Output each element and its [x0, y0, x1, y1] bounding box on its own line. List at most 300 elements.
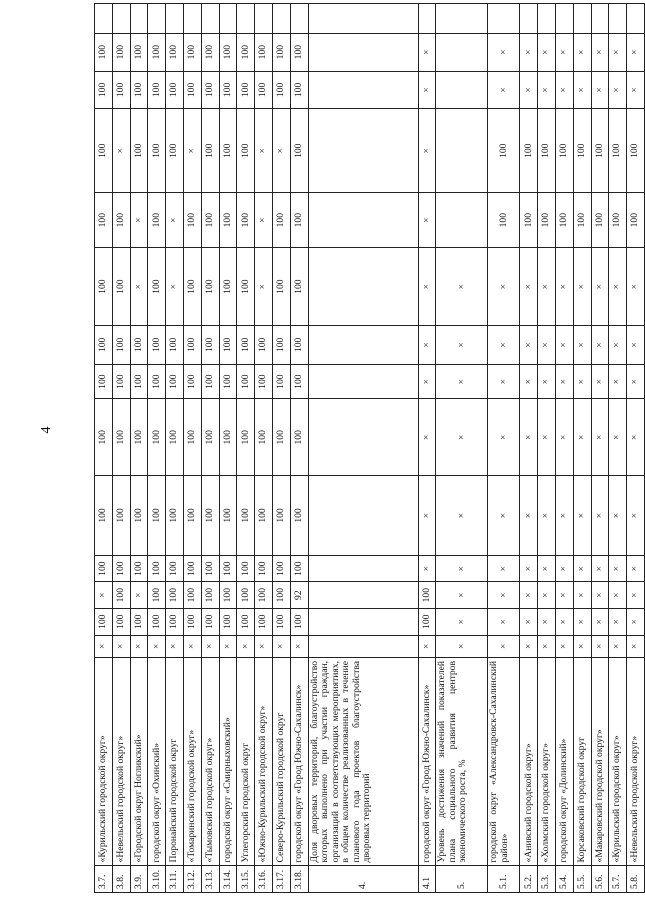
row-number-cell: 3.13.: [201, 866, 219, 893]
row-number-cell: 5.6.: [591, 866, 609, 893]
value-cell: ×: [609, 399, 627, 476]
value-cell: ×: [436, 325, 488, 364]
value-cell: ×: [148, 635, 166, 657]
value-cell: ×: [255, 193, 273, 248]
row-number-cell: 3.12.: [183, 866, 201, 893]
value-cell: 100: [219, 325, 237, 364]
value-cell: ×: [112, 635, 130, 657]
value-cell: ×: [488, 635, 520, 657]
row-name-cell: Северо-Курильский городской округ: [272, 657, 290, 865]
value-cell: ×: [538, 635, 556, 657]
value-cell: 100: [609, 109, 627, 193]
value-cell: 100: [166, 109, 184, 193]
value-cell: 100: [201, 193, 219, 248]
empty-cell: [436, 4, 488, 34]
empty-cell: [609, 4, 627, 34]
row-number-cell: 3.7.: [95, 866, 113, 893]
value-cell: ×: [591, 476, 609, 556]
value-cell: 92: [290, 582, 308, 609]
value-cell: ×: [255, 248, 273, 326]
empty-cell: [520, 4, 538, 34]
value-cell: ×: [520, 635, 538, 657]
value-cell: 100: [290, 608, 308, 635]
empty-cell: [538, 4, 556, 34]
value-cell: 100: [148, 555, 166, 582]
value-cell: 100: [112, 325, 130, 364]
value-cell: ×: [555, 399, 573, 476]
value-cell: 100: [112, 555, 130, 582]
table-row: [308, 4, 418, 893]
value-cell: 100: [183, 364, 201, 399]
value-cell: 100: [112, 364, 130, 399]
value-cell: ×: [418, 33, 436, 71]
value-cell: ×: [573, 399, 591, 476]
empty-cell: [573, 4, 591, 34]
empty-cell: [166, 4, 184, 34]
empty-cell: [290, 4, 308, 34]
value-cell: 100: [148, 109, 166, 193]
value-cell: 100: [166, 33, 184, 71]
value-cell: 100: [573, 109, 591, 193]
value-cell: ×: [255, 635, 273, 657]
value-cell: ×: [555, 364, 573, 399]
value-cell: [308, 582, 418, 609]
value-cell: 100: [95, 109, 113, 193]
value-cell: 100: [201, 608, 219, 635]
row-name-cell: «Макаровский городской округ»: [591, 657, 609, 865]
value-cell: ×: [538, 399, 556, 476]
value-cell: 100: [201, 325, 219, 364]
value-cell: [308, 248, 418, 326]
value-cell: ×: [436, 399, 488, 476]
value-cell: ×: [488, 582, 520, 609]
value-cell: ×: [436, 364, 488, 399]
value-cell: 100: [183, 325, 201, 364]
value-cell: 100: [166, 325, 184, 364]
value-cell: ×: [609, 71, 627, 109]
row-number-cell: 4.: [308, 866, 418, 893]
value-cell: ×: [418, 71, 436, 109]
value-cell: 100: [95, 325, 113, 364]
row-number-cell: 3.11.: [166, 866, 184, 893]
value-cell: 100: [237, 582, 255, 609]
value-cell: [308, 608, 418, 635]
value-cell: ×: [573, 476, 591, 556]
row-number-cell: 5.5.: [573, 866, 591, 893]
value-cell: ×: [591, 33, 609, 71]
value-cell: ×: [555, 555, 573, 582]
row-name-cell: Корсаковский городской округ: [573, 657, 591, 865]
value-cell: 100: [112, 476, 130, 556]
value-cell: ×: [609, 555, 627, 582]
value-cell: ×: [488, 364, 520, 399]
value-cell: ×: [488, 608, 520, 635]
table-row: [272, 4, 290, 893]
value-cell: 100: [130, 71, 148, 109]
value-cell: 100: [272, 582, 290, 609]
value-cell: 100: [95, 399, 113, 476]
value-cell: 100: [255, 555, 273, 582]
value-cell: ×: [591, 71, 609, 109]
value-cell: ×: [555, 248, 573, 326]
value-cell: ×: [130, 635, 148, 657]
value-cell: ×: [237, 635, 255, 657]
value-cell: 100: [112, 608, 130, 635]
value-cell: 100: [237, 193, 255, 248]
value-cell: 100: [95, 248, 113, 326]
value-cell: 100: [95, 608, 113, 635]
row-number-cell: 3.9.: [130, 866, 148, 893]
value-cell: ×: [555, 608, 573, 635]
value-cell: ×: [609, 635, 627, 657]
value-cell: 100: [95, 193, 113, 248]
value-cell: 100: [166, 399, 184, 476]
value-cell: [308, 399, 418, 476]
value-cell: [436, 193, 488, 248]
row-name-cell: «Южно-Курильский городской округ»: [255, 657, 273, 865]
value-cell: ×: [520, 476, 538, 556]
row-name-cell: Углегорский городской округ: [237, 657, 255, 865]
value-cell: 100: [418, 582, 436, 609]
value-cell: [436, 71, 488, 109]
value-cell: ×: [166, 248, 184, 326]
value-cell: 100: [290, 399, 308, 476]
value-cell: 100: [255, 608, 273, 635]
value-cell: [308, 364, 418, 399]
value-cell: ×: [418, 364, 436, 399]
value-cell: 100: [183, 399, 201, 476]
value-cell: 100: [237, 399, 255, 476]
empty-cell: [591, 4, 609, 34]
empty-cell: [95, 4, 113, 34]
row-name-cell: городской округ «Город Южно-Сахалинск»: [290, 657, 308, 865]
value-cell: 100: [555, 109, 573, 193]
row-name-cell: Доля дворовых территорий, благоустройство которых выполнено при участии граждан, организаций в соответствующих мероприятиях, в общем количестве реализованных в течение планового года проектов благоустройства дворовых территорий: [308, 657, 418, 865]
value-cell: 100: [95, 476, 113, 556]
value-cell: ×: [627, 71, 645, 109]
value-cell: ×: [627, 399, 645, 476]
value-cell: ×: [520, 33, 538, 71]
value-cell: ×: [609, 248, 627, 326]
value-cell: 100: [112, 582, 130, 609]
value-cell: 100: [130, 555, 148, 582]
value-cell: ×: [183, 109, 201, 193]
value-cell: ×: [573, 71, 591, 109]
table-row: [488, 4, 520, 893]
value-cell: ×: [538, 33, 556, 71]
table-row: [627, 4, 645, 893]
value-cell: 100: [219, 555, 237, 582]
value-cell: ×: [555, 33, 573, 71]
table-row: [573, 4, 591, 893]
value-cell: ×: [418, 399, 436, 476]
value-cell: ×: [520, 364, 538, 399]
table-row: [219, 4, 237, 893]
value-cell: 100: [95, 364, 113, 399]
page-number: 4: [39, 426, 54, 434]
value-cell: ×: [591, 364, 609, 399]
value-cell: ×: [272, 635, 290, 657]
value-cell: 100: [166, 71, 184, 109]
value-cell: 100: [166, 608, 184, 635]
value-cell: 100: [237, 364, 255, 399]
value-cell: 100: [255, 399, 273, 476]
value-cell: 100: [148, 33, 166, 71]
table-row: [183, 4, 201, 893]
table-row: [255, 4, 273, 893]
row-number-cell: 5.: [436, 866, 488, 893]
table-row: [290, 4, 308, 893]
row-name-cell: «Тымовский городской округ»: [201, 657, 219, 865]
value-cell: ×: [591, 635, 609, 657]
table-row: [436, 4, 488, 893]
table-row: [520, 4, 538, 893]
value-cell: ×: [488, 33, 520, 71]
value-cell: 100: [538, 193, 556, 248]
empty-cell: [148, 4, 166, 34]
value-cell: ×: [520, 582, 538, 609]
row-number-cell: 5.3.: [538, 866, 556, 893]
value-cell: ×: [488, 555, 520, 582]
value-cell: ×: [538, 325, 556, 364]
empty-cell: [308, 4, 418, 34]
value-cell: ×: [609, 476, 627, 556]
value-cell: 100: [272, 476, 290, 556]
value-cell: ×: [573, 33, 591, 71]
value-cell: [308, 33, 418, 71]
value-cell: ×: [538, 582, 556, 609]
row-number-cell: 4.1: [418, 866, 436, 893]
row-number-cell: 5.8.: [627, 866, 645, 893]
value-cell: 100: [166, 582, 184, 609]
value-cell: 100: [148, 399, 166, 476]
value-cell: ×: [573, 555, 591, 582]
value-cell: 100: [272, 193, 290, 248]
value-cell: ×: [166, 635, 184, 657]
value-cell: 100: [148, 364, 166, 399]
value-cell: ×: [627, 364, 645, 399]
value-cell: 100: [290, 476, 308, 556]
row-name-cell: «Холмский городской округ»: [538, 657, 556, 865]
empty-cell: [255, 4, 273, 34]
value-cell: 100: [290, 33, 308, 71]
value-cell: 100: [112, 248, 130, 326]
value-cell: 100: [219, 193, 237, 248]
value-cell: ×: [591, 582, 609, 609]
value-cell: 100: [201, 109, 219, 193]
value-cell: [308, 476, 418, 556]
value-cell: ×: [591, 248, 609, 326]
value-cell: ×: [573, 325, 591, 364]
value-cell: 100: [237, 33, 255, 71]
value-cell: ×: [538, 71, 556, 109]
value-cell: ×: [520, 248, 538, 326]
value-cell: ×: [591, 555, 609, 582]
value-cell: 100: [201, 33, 219, 71]
value-cell: 100: [166, 364, 184, 399]
row-name-cell: «Анивский городской округ»: [520, 657, 538, 865]
value-cell: [436, 33, 488, 71]
row-name-cell: «Томаринский городской округ»: [183, 657, 201, 865]
value-cell: 100: [148, 248, 166, 326]
value-cell: 100: [219, 476, 237, 556]
value-cell: 100: [183, 608, 201, 635]
value-cell: ×: [627, 555, 645, 582]
value-cell: ×: [609, 582, 627, 609]
rotated-table-container: [94, 3, 641, 893]
value-cell: ×: [520, 555, 538, 582]
value-cell: 100: [290, 555, 308, 582]
row-name-cell: городской округ «Охинский»: [148, 657, 166, 865]
value-cell: [308, 193, 418, 248]
value-cell: 100: [183, 582, 201, 609]
value-cell: ×: [627, 635, 645, 657]
value-cell: ×: [627, 248, 645, 326]
table-row: [237, 4, 255, 893]
value-cell: 100: [520, 109, 538, 193]
row-name-cell: «Курильский городской округ»: [609, 657, 627, 865]
value-cell: 100: [219, 608, 237, 635]
value-cell: 100: [166, 555, 184, 582]
value-cell: 100: [148, 193, 166, 248]
value-cell: 100: [130, 476, 148, 556]
value-cell: ×: [591, 325, 609, 364]
value-cell: 100: [609, 193, 627, 248]
value-cell: ×: [183, 635, 201, 657]
value-cell: [308, 555, 418, 582]
value-cell: ×: [418, 193, 436, 248]
value-cell: ×: [520, 325, 538, 364]
table-row: [201, 4, 219, 893]
row-name-cell: городской округ «Город Южно-Сахалинск»: [418, 657, 436, 865]
value-cell: [308, 635, 418, 657]
value-cell: 100: [183, 71, 201, 109]
value-cell: 100: [183, 555, 201, 582]
value-cell: 100: [219, 71, 237, 109]
value-cell: ×: [255, 109, 273, 193]
row-number-cell: 3.15.: [237, 866, 255, 893]
value-cell: 100: [488, 193, 520, 248]
value-cell: 100: [272, 608, 290, 635]
value-cell: 100: [183, 248, 201, 326]
value-cell: 100: [290, 71, 308, 109]
value-cell: 100: [201, 476, 219, 556]
value-cell: 100: [112, 193, 130, 248]
value-cell: ×: [520, 399, 538, 476]
value-cell: 100: [237, 248, 255, 326]
value-cell: 100: [219, 364, 237, 399]
value-cell: 100: [148, 325, 166, 364]
value-cell: ×: [130, 248, 148, 326]
empty-cell: [112, 4, 130, 34]
value-cell: ×: [538, 364, 556, 399]
value-cell: ×: [436, 555, 488, 582]
value-cell: ×: [591, 608, 609, 635]
value-cell: 100: [520, 193, 538, 248]
value-cell: ×: [488, 248, 520, 326]
value-cell: 100: [418, 608, 436, 635]
value-cell: 100: [290, 109, 308, 193]
value-cell: 100: [130, 325, 148, 364]
value-cell: ×: [627, 476, 645, 556]
table-row: [148, 4, 166, 893]
value-cell: 100: [130, 608, 148, 635]
value-cell: 100: [573, 193, 591, 248]
value-cell: ×: [418, 248, 436, 326]
value-cell: 100: [201, 364, 219, 399]
value-cell: 100: [555, 193, 573, 248]
value-cell: 100: [272, 71, 290, 109]
row-name-cell: «Невельский городской округ»: [112, 657, 130, 865]
value-cell: [436, 109, 488, 193]
value-cell: ×: [219, 635, 237, 657]
row-number-cell: 5.2.: [520, 866, 538, 893]
value-cell: ×: [627, 325, 645, 364]
value-cell: ×: [112, 109, 130, 193]
value-cell: 100: [148, 476, 166, 556]
value-cell: 100: [112, 33, 130, 71]
value-cell: 100: [183, 476, 201, 556]
value-cell: 100: [148, 71, 166, 109]
value-cell: 100: [237, 109, 255, 193]
value-cell: ×: [555, 476, 573, 556]
row-name-cell: городской округ «Александровск-Сахалинский район»: [488, 657, 520, 865]
value-cell: 100: [183, 33, 201, 71]
value-cell: 100: [591, 193, 609, 248]
value-cell: 100: [237, 608, 255, 635]
row-number-cell: 5.1.: [488, 866, 520, 893]
table-row: [555, 4, 573, 893]
value-cell: 100: [219, 33, 237, 71]
value-cell: ×: [290, 635, 308, 657]
value-cell: ×: [488, 71, 520, 109]
value-cell: 100: [290, 248, 308, 326]
empty-cell: [418, 4, 436, 34]
value-cell: 100: [112, 399, 130, 476]
value-cell: 100: [272, 33, 290, 71]
table-body: [95, 4, 645, 893]
value-cell: ×: [573, 364, 591, 399]
table-row: [418, 4, 436, 893]
row-name-cell: «Городской округ Ногликский»: [130, 657, 148, 865]
value-cell: 100: [95, 555, 113, 582]
value-cell: ×: [573, 582, 591, 609]
row-name-cell: Поронайский городской округ: [166, 657, 184, 865]
value-cell: ×: [130, 582, 148, 609]
value-cell: [308, 109, 418, 193]
row-name-cell: «Невельский городской округ»: [627, 657, 645, 865]
value-cell: ×: [609, 364, 627, 399]
row-number-cell: 3.16.: [255, 866, 273, 893]
value-cell: ×: [418, 555, 436, 582]
value-cell: ×: [609, 608, 627, 635]
value-cell: ×: [436, 635, 488, 657]
table-row: [130, 4, 148, 893]
value-cell: 100: [130, 109, 148, 193]
table-row: [591, 4, 609, 893]
value-cell: 100: [255, 71, 273, 109]
value-cell: 100: [183, 193, 201, 248]
table-row: [95, 4, 113, 893]
value-cell: 100: [130, 33, 148, 71]
row-number-cell: 3.8.: [112, 866, 130, 893]
value-cell: 100: [201, 582, 219, 609]
row-number-cell: 3.17.: [272, 866, 290, 893]
value-cell: ×: [488, 325, 520, 364]
value-cell: 100: [237, 555, 255, 582]
table-row: [538, 4, 556, 893]
row-number-cell: 3.18.: [290, 866, 308, 893]
